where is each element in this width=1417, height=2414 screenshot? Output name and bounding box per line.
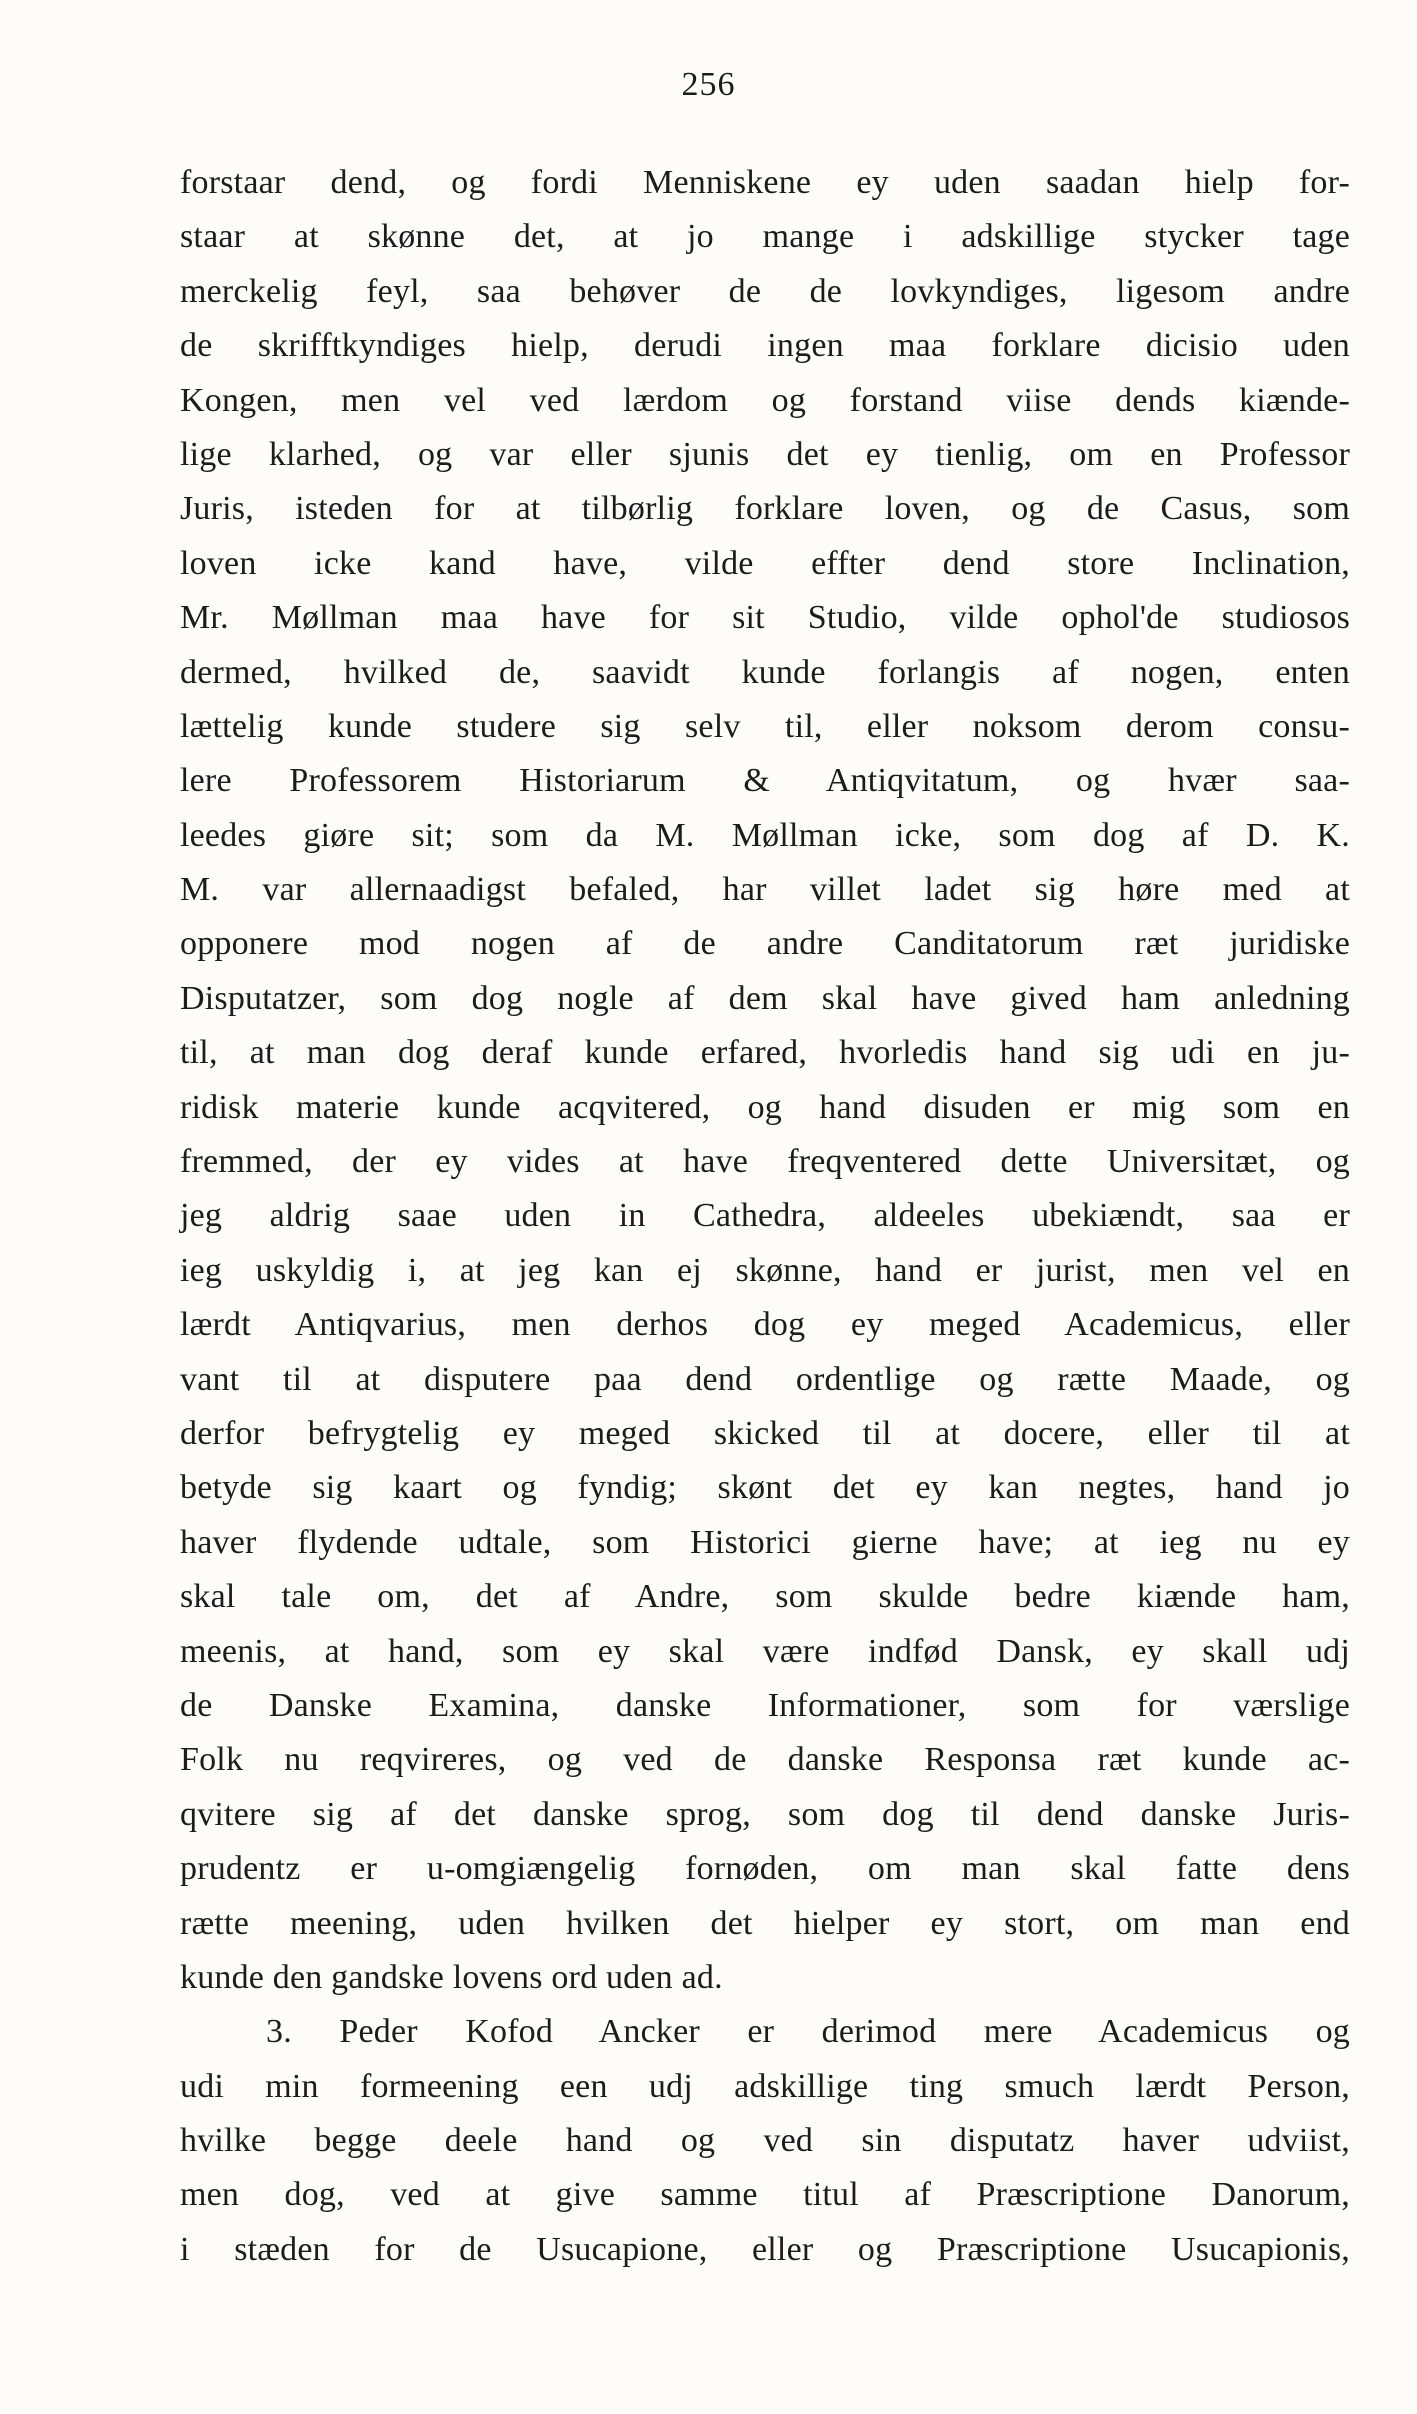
text-line: hvilke begge deele hand og ved sin disputatz haver udviist, bbox=[180, 2122, 1350, 2160]
text-line: Disputatzer, som dog nogle af dem skal have gived ham anledning bbox=[180, 979, 1350, 1017]
text-line: de Danske Examina, danske Informationer, som for værslige bbox=[180, 1686, 1350, 1724]
text-line: Folk nu reqvireres, og ved de danske Responsa ræt kunde ac- bbox=[180, 1741, 1350, 1779]
text-line: ieg uskyldig i, at jeg kan ej skønne, hand er jurist, men vel en bbox=[180, 1251, 1350, 1289]
text-line: lige klarhed, og var eller sjunis det ey tienlig, om en Professor bbox=[180, 435, 1350, 473]
paragraph-end-line: kunde den gandske lovens ord uden ad. bbox=[180, 1958, 723, 1996]
body-text bbox=[180, 156, 1350, 2277]
text-line: de skrifftkyndiges hielp, derudi ingen maa forklare dicisio uden bbox=[180, 327, 1350, 365]
text-line: i stæden for de Usucapione, eller og Præscriptione Usucapionis, bbox=[180, 2230, 1350, 2268]
text-line: Kongen, men vel ved lærdom og forstand viise dends kiænde- bbox=[180, 381, 1350, 419]
text-line: dermed, hvilked de, saavidt kunde forlangis af nogen, enten bbox=[180, 653, 1350, 691]
text-line: haver flydende udtale, som Historici gierne have; at ieg nu ey bbox=[180, 1523, 1350, 1561]
text-line: Juris, isteden for at tilbørlig forklare loven, og de Casus, som bbox=[180, 490, 1350, 528]
text-line: prudentz er u-omgiængelig fornøden, om man skal fatte dens bbox=[180, 1850, 1350, 1888]
text-line: loven icke kand have, vilde effter dend store Inclination, bbox=[180, 544, 1350, 582]
text-line: forstaar dend, og fordi Menniskene ey uden saadan hielp for- bbox=[180, 164, 1350, 201]
page-number: 256 bbox=[681, 66, 736, 103]
text-line: qvitere sig af det danske sprog, som dog til dend danske Juris- bbox=[180, 1795, 1350, 1833]
text-line: vant til at disputere paa dend ordentlige og rætte Maade, og bbox=[180, 1360, 1350, 1398]
text-line: skal tale om, det af Andre, som skulde bedre kiænde ham, bbox=[180, 1578, 1350, 1616]
text-line: ridisk materie kunde acqvitered, og hand disuden er mig som en bbox=[180, 1088, 1350, 1126]
text-line: lættelig kunde studere sig selv til, eller noksom derom consu- bbox=[180, 707, 1350, 745]
text-line: merckelig feyl, saa behøver de de lovkyndiges, ligesom andre bbox=[180, 272, 1350, 310]
text-line: leedes giøre sit; som da M. Møllman icke, som dog af D. K. bbox=[180, 816, 1350, 854]
text-line: jeg aldrig saae uden in Cathedra, aldeeles ubekiændt, saa er bbox=[180, 1197, 1350, 1235]
text-line: lærdt Antiqvarius, men derhos dog ey meged Academicus, eller bbox=[180, 1306, 1350, 1344]
text-line: Mr. Møllman maa have for sit Studio, vilde ophol'de studiosos bbox=[180, 599, 1350, 637]
text-line: udi min formeening een udj adskillige ting smuch lærdt Person, bbox=[180, 2067, 1350, 2105]
text-line: staar at skønne det, at jo mange i adskillige stycker tage bbox=[180, 218, 1350, 256]
text-line: til, at man dog deraf kunde erfared, hvorledis hand sig udi en ju- bbox=[180, 1034, 1350, 1072]
text-line: meenis, at hand, som ey skal være indfød Dansk, ey skall udj bbox=[180, 1632, 1350, 1670]
text-line: fremmed, der ey vides at have freqventered dette Universitæt, og bbox=[180, 1143, 1350, 1181]
text-line: opponere mod nogen af de andre Canditatorum ræt juridiske bbox=[180, 925, 1350, 963]
text-line: betyde sig kaart og fyndig; skønt det ey kan negtes, hand jo bbox=[180, 1469, 1350, 1507]
text-line: rætte meening, uden hvilken det hielper ey stort, om man end bbox=[180, 1904, 1350, 1942]
text-line: lere Professorem Historiarum & Antiqvitatum, og hvær saa- bbox=[180, 762, 1350, 800]
paragraph-start-line: 3. Peder Kofod Ancker er derimod mere Academicus og bbox=[266, 2013, 1350, 2051]
text-line: men dog, ved at give samme titul af Præscriptione Danorum, bbox=[180, 2176, 1350, 2214]
text-line: derfor befrygtelig ey meged skicked til at docere, eller til at bbox=[180, 1414, 1350, 1452]
text-line: M. var allernaadigst befaled, har villet ladet sig høre med at bbox=[180, 871, 1350, 909]
